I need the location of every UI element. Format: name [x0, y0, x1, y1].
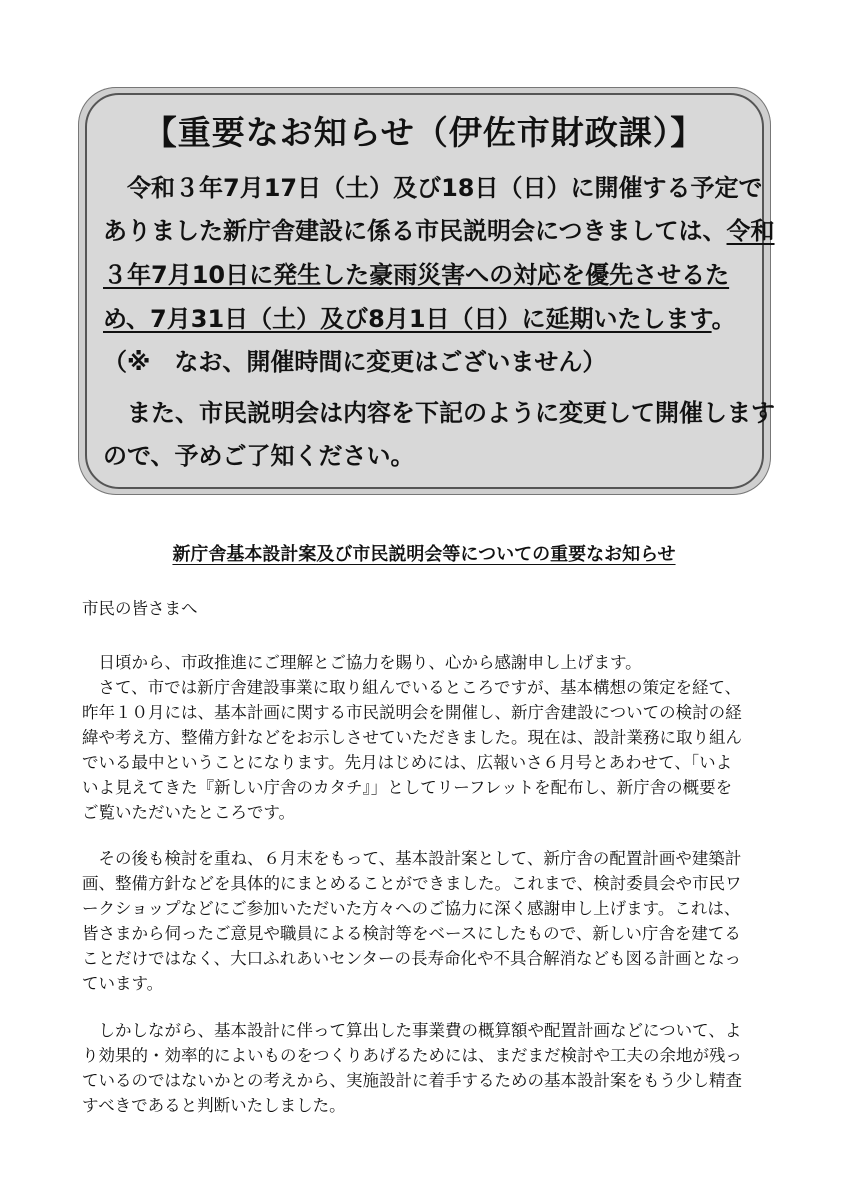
para1-line: 昨年１０月には、基本計画に関する市民説明会を開催し、新庁舎建設についての検討の経: [82, 703, 742, 722]
notice-line-2-underlined: 令和: [726, 217, 775, 245]
para2-line: 皆さまから伺ったご意見や職員による検討等をベースにしたもので、新しい庁舎を建てる: [82, 924, 741, 943]
para1-line: さて、市では新庁舎建設事業に取り組んでいるところですが、基本構想の策定を経て、: [82, 678, 742, 697]
notice-line-3: ３年7月10日に発生した豪雨災害への対応を優先させるた: [103, 261, 730, 289]
para1-line: 緯や考え方、整備方針などをお示しさせていただきました。現在は、設計業務に取り組ん: [82, 728, 742, 747]
para1-line: いよ見えてきた『新しい庁舎のカタチ』」としてリーフレットを配布し、新庁舎の概要を: [82, 778, 733, 797]
para2-line: ークショップなどにご参加いただいた方々へのご協力に深く感謝申し上げます。これは、: [82, 899, 741, 918]
notice-line-4: [103, 303, 753, 335]
para3-line: すべきであると判断いたしました。: [82, 1096, 346, 1115]
para2-line: ています。: [82, 974, 164, 993]
salutation: 市民の皆さまへ: [82, 599, 198, 618]
para3-line: しかしながら、基本設計に伴って算出した事業費の概算額や配置計画などについて、よ: [82, 1021, 742, 1040]
para1-line: ご覧いただいたところです。: [82, 803, 296, 822]
notice-line-4-underlined: め、7月31日（土）及び8月1日（日）に延期いたします: [103, 305, 712, 333]
para3-line: ているのではないかとの考えから、実施設計に着手するための基本設計案をもう少し精査: [82, 1071, 742, 1090]
para2-line: ことだけではなく、大口ふれあいセンターの長寿命化や不具合解消なども図る計画となっ: [82, 949, 742, 968]
notice-line-2: [103, 215, 775, 247]
notice-line-7: ので、予めご了知ください。: [103, 442, 415, 470]
para1-line: 日頃から、市政推進にご理解とご協力を賜り、心から感謝申し上げます。: [82, 653, 642, 672]
notice-line-1: 令和３年7月17日（土）及び18日（日）に開催する予定で: [103, 174, 763, 202]
para2-line: その後も検討を重ね、６月末をもって、基本設計案として、新庁舎の配置計画や建築計: [82, 849, 742, 868]
para3-line: り効果的・効率的によいものをつくりあげるためには、まだまだ検討や工夫の余地が残っ: [82, 1046, 742, 1065]
notice-title: 【重要なお知らせ（伊佐市財政課）】: [143, 113, 705, 152]
para1-line: でいる最中ということになります。先月はじめには、広報いさ６月号とあわせて、「いよ: [82, 753, 733, 772]
para2-line: 画、整備方針などを具体的にまとめることができました。これまで、検討委員会や市民ワ: [82, 874, 742, 893]
notice-line-2-text: ありました新庁舎建設に係る市民説明会につきましては、: [103, 217, 727, 245]
notice-line-5: （※ なお、開催時間に変更はございません）: [103, 348, 607, 376]
document-title: 新庁舎基本設計案及び市民説明会等についての重要なお知らせ: [172, 544, 676, 565]
notice-line-6: また、市民説明会は内容を下記のように変更して開催します: [103, 399, 775, 427]
notice-line-4-end: 。: [711, 305, 736, 333]
